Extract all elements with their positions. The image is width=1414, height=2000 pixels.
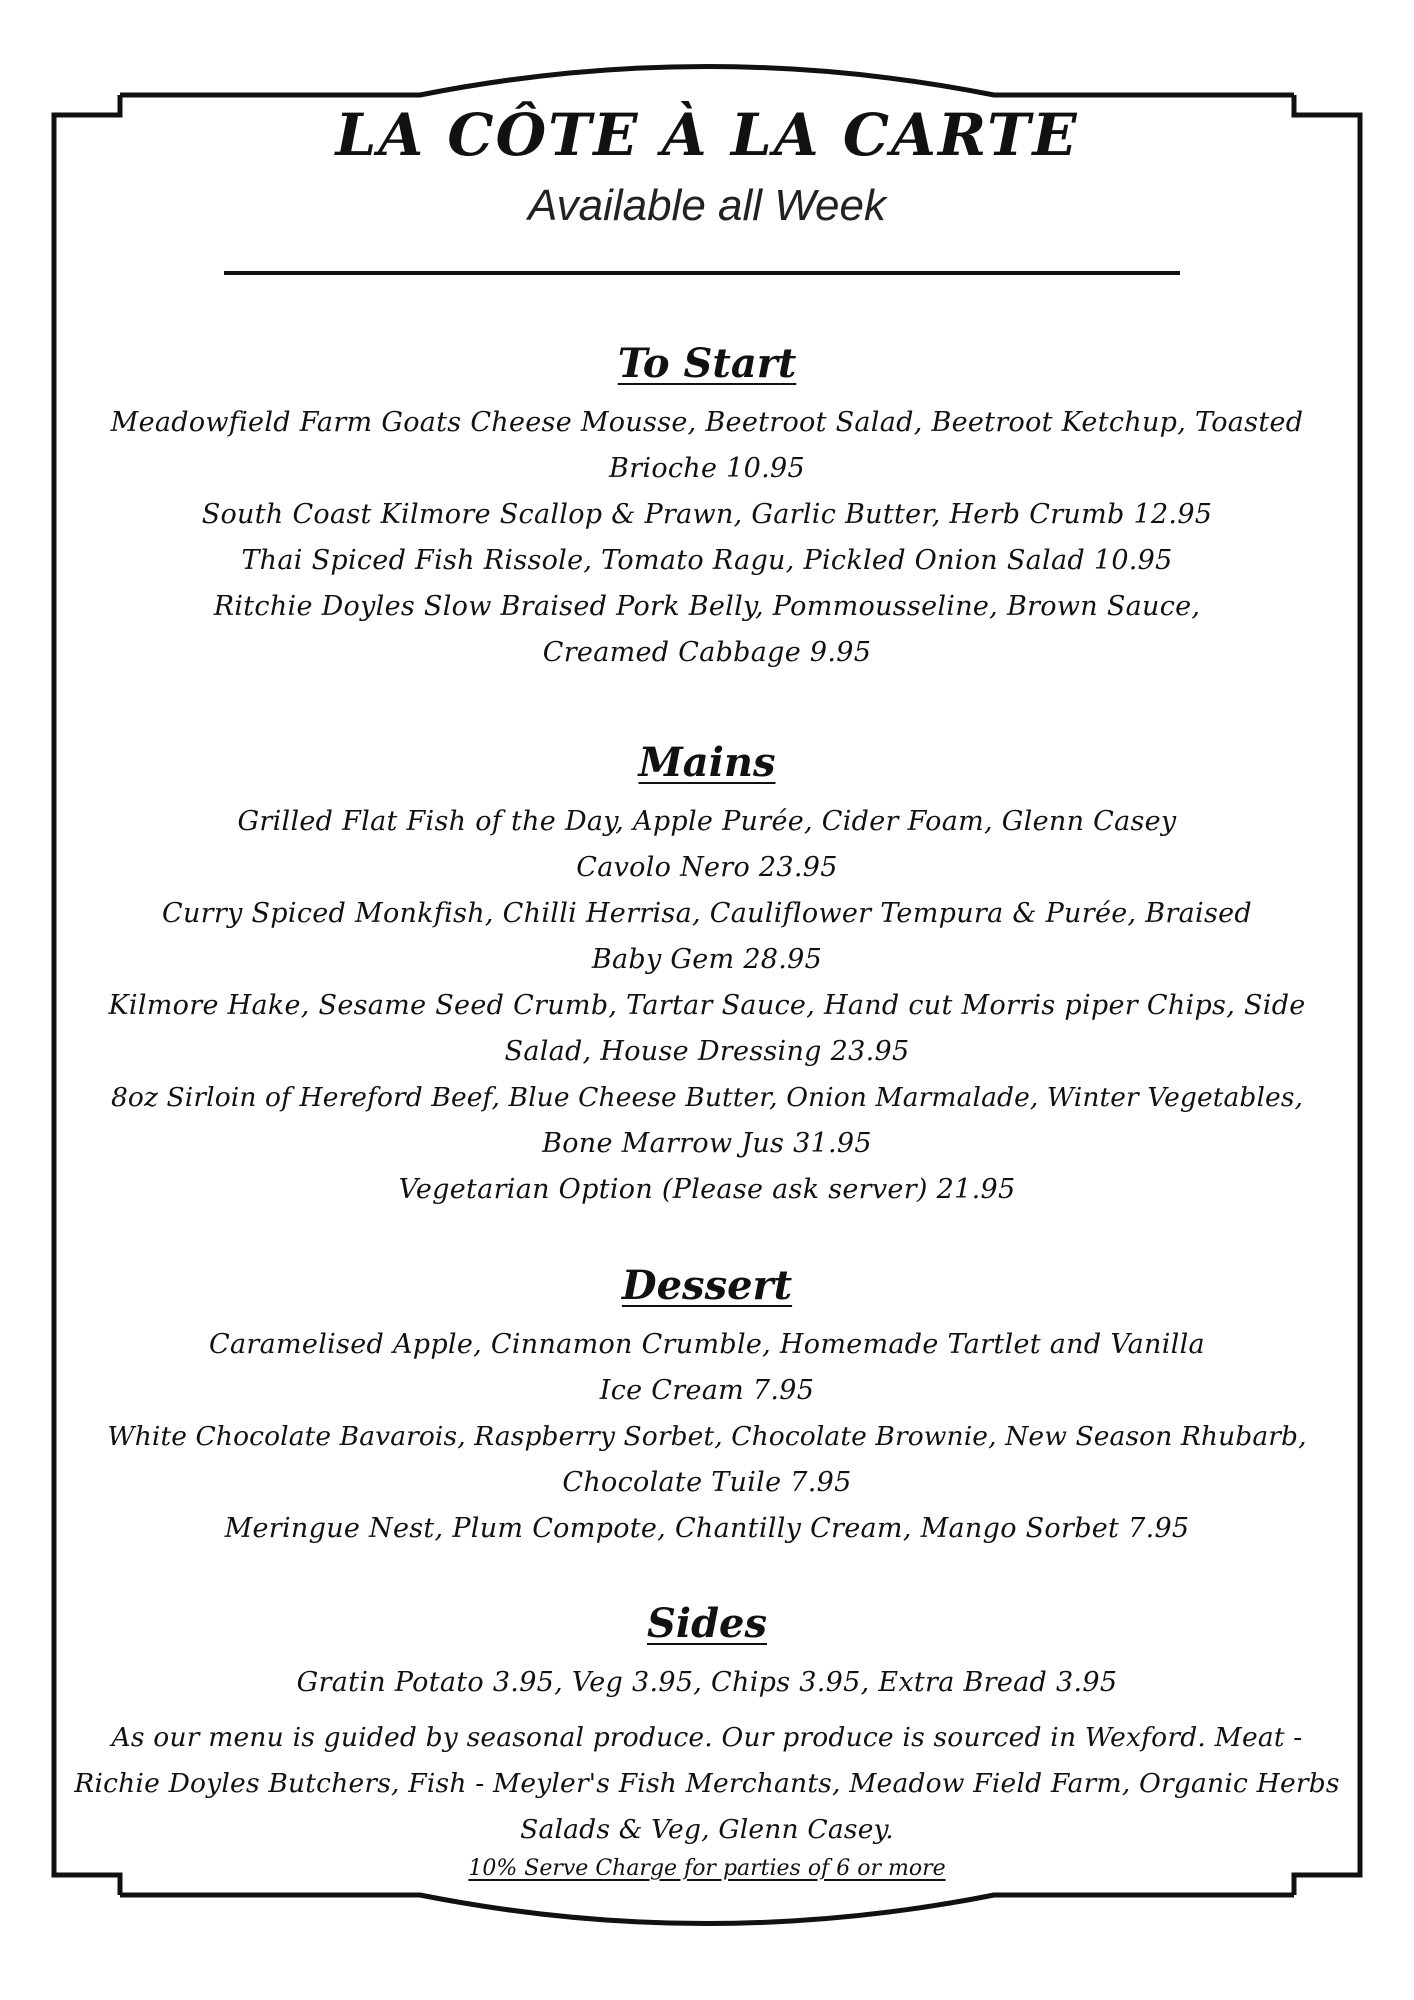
note-line: Salads & Veg, Glenn Casey.: [520, 1814, 894, 1845]
menu-line: Meringue Nest, Plum Compote, Chantilly Cream, Mango Sorbet 7.95: [224, 1513, 1190, 1544]
section-mains: [56, 735, 1358, 1213]
menu-line: Thai Spiced Fish Rissole, Tomato Ragu, Pickled Onion Salad 10.95: [241, 545, 1173, 576]
menu-line: Bone Marrow Jus 31.95: [542, 1128, 872, 1159]
service-charge-note: 10% Serve Charge for parties of 6 or more: [468, 1856, 946, 1881]
menu-title: LA CÔTE À LA CARTE: [335, 101, 1079, 169]
sides-list: [56, 1660, 1358, 1706]
section-heading-sides: Sides: [646, 1600, 768, 1647]
menu-line: Creamed Cabbage 9.95: [542, 637, 872, 668]
menu-subtitle: Available all Week: [528, 181, 886, 230]
menu-line: Kilmore Hake, Sesame Seed Crumb, Tartar Sauce, Hand cut Morris piper Chips, Side: [108, 990, 1306, 1021]
section-heading-mains: Mains: [638, 739, 776, 786]
section-dessert: [56, 1258, 1358, 1552]
menu-line: Cavolo Nero 23.95: [576, 852, 838, 883]
section-heading-dessert: Dessert: [621, 1262, 793, 1309]
menu-line: White Chocolate Bavarois, Raspberry Sorbet, Chocolate Brownie, New Season Rhubarb,: [107, 1421, 1307, 1452]
dessert-list: [56, 1322, 1358, 1552]
menu-line: Curry Spiced Monkfish, Chilli Herrisa, Cauliflower Tempura & Purée, Braised: [162, 898, 1252, 929]
menu-line: Meadowfield Farm Goats Cheese Mousse, Beetroot Salad, Beetroot Ketchup, Toasted: [110, 407, 1304, 438]
menu-line: Chocolate Tuile 7.95: [562, 1467, 852, 1498]
border-bottom-arch: [120, 1895, 1294, 1924]
title-divider: [224, 271, 1180, 275]
sourcing-note: [40, 1715, 1374, 1853]
section-to-start: [56, 336, 1358, 676]
border-top-arch: [120, 67, 1294, 96]
starters-list: [56, 400, 1358, 676]
menu-line: Grilled Flat Fish of the Day, Apple Purée, Cider Foam, Glenn Casey: [237, 806, 1177, 837]
menu-line: Ice Cream 7.95: [599, 1375, 815, 1406]
menu-line: Vegetarian Option (Please ask server) 21.95: [398, 1174, 1016, 1205]
menu-line: Ritchie Doyles Slow Braised Pork Belly, Pommousseline, Brown Sauce,: [213, 591, 1201, 622]
section-heading-to-start: To Start: [617, 340, 797, 387]
menu-line: 8oz Sirloin of Hereford Beef, Blue Cheese Butter, Onion Marmalade, Winter Vegetables,: [110, 1082, 1304, 1113]
note-line: Richie Doyles Butchers, Fish - Meyler's Fish Merchants, Meadow Field Farm, Organic Herbs: [74, 1768, 1340, 1799]
menu-line: Caramelised Apple, Cinnamon Crumble, Homemade Tartlet and Vanilla: [209, 1329, 1205, 1360]
menu-line: South Coast Kilmore Scallop & Prawn, Garlic Butter, Herb Crumb 12.95: [201, 499, 1213, 530]
section-sides: [56, 1596, 1358, 1706]
menu-line: Baby Gem 28.95: [591, 944, 823, 975]
menu-line: Salad, House Dressing 23.95: [504, 1036, 910, 1067]
note-line: As our menu is guided by seasonal produce. Our produce is sourced in Wexford. Meat -: [111, 1722, 1303, 1753]
menu-line: Gratin Potato 3.95, Veg 3.95, Chips 3.95, Extra Bread 3.95: [296, 1667, 1118, 1698]
menu-line: Brioche 10.95: [609, 453, 805, 484]
mains-list: [56, 799, 1358, 1213]
